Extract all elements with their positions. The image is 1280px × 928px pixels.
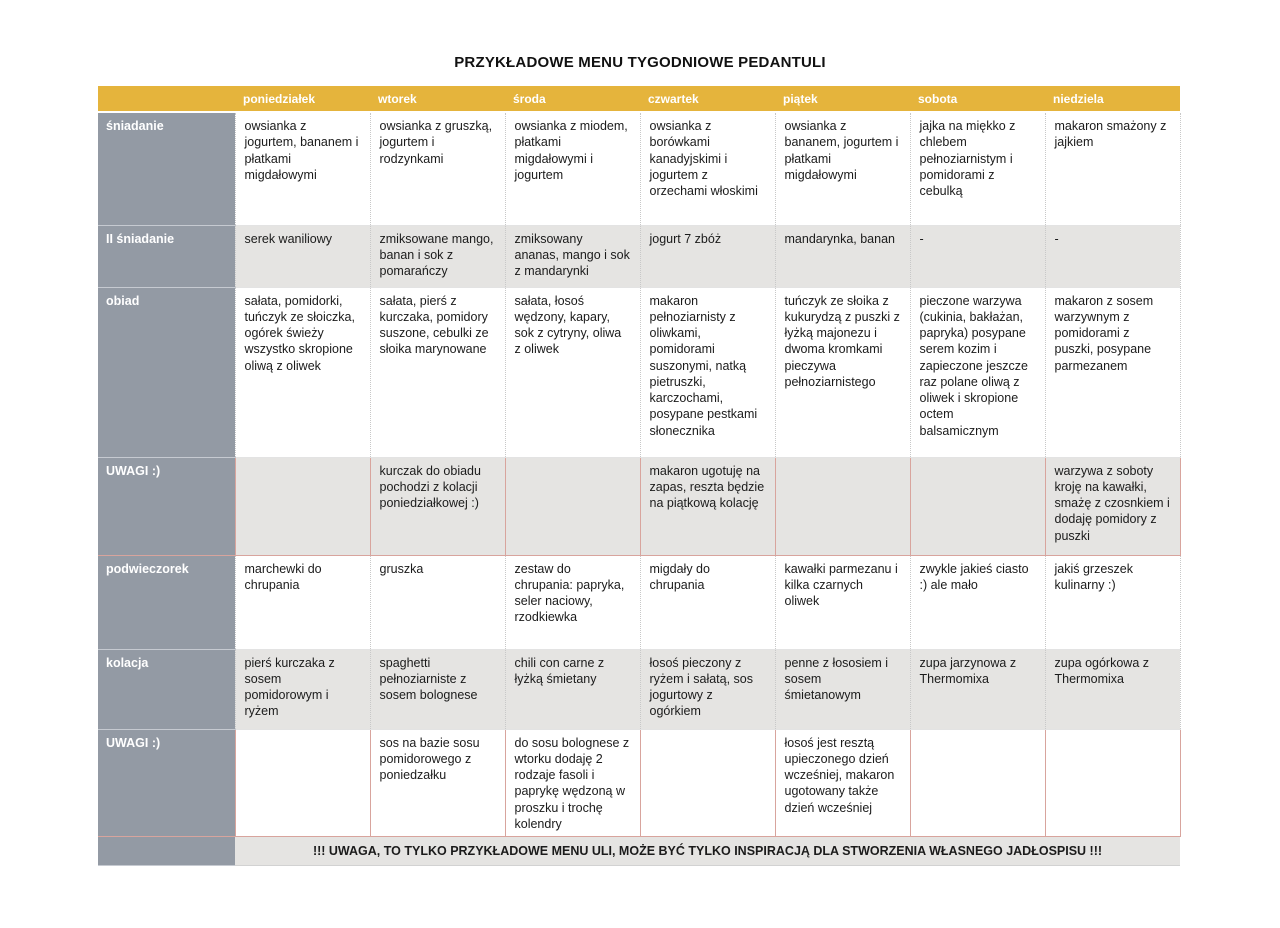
menu-cell: jogurt 7 zbóż — [640, 225, 775, 287]
row-label: kolacja — [98, 649, 235, 729]
menu-cell — [235, 729, 370, 837]
menu-cell: owsianka z miodem, płatkami migdałowymi i jogurtem — [505, 112, 640, 225]
menu-cell: jajka na miękko z chlebem pełnoziarnistym i pomidorami z cebulką — [910, 112, 1045, 225]
menu-cell: zmiksowane mango, banan i sok z pomarańczy — [370, 225, 505, 287]
menu-cell: gruszka — [370, 555, 505, 649]
menu-cell: sałata, pomidorki, tuńczyk ze słoiczka, ogórek świeży wszystko skropione oliwą z oliwek — [235, 287, 370, 457]
menu-cell: kawałki parmezanu i kilka czarnych oliwek — [775, 555, 910, 649]
menu-cell: sałata, łosoś wędzony, kapary, sok z cytryny, oliwa z oliwek — [505, 287, 640, 457]
menu-cell — [910, 457, 1045, 555]
menu-cell: pieczone warzywa (cukinia, bakłażan, papryka) posypane serem kozim i zapieczone jeszcze raz polane oliwą z oliwek i skropione octem balsamicznym — [910, 287, 1045, 457]
menu-cell: migdały do chrupania — [640, 555, 775, 649]
menu-cell: sałata, pierś z kurczaka, pomidory suszone, cebulki ze słoika marynowane — [370, 287, 505, 457]
column-header-6: sobota — [910, 86, 1045, 112]
menu-cell: zupa ogórkowa z Thermomixa — [1045, 649, 1180, 729]
menu-cell — [640, 729, 775, 837]
row-label: śniadanie — [98, 112, 235, 225]
menu-cell: zupa jarzynowa z Thermomixa — [910, 649, 1045, 729]
footer-note: !!! UWAGA, TO TYLKO PRZYKŁADOWE MENU ULI, MOŻE BYĆ TYLKO INSPIRACJĄ DLA STWORZENIA WŁASNEGO JADŁOSPISU !!! — [235, 837, 1180, 866]
table-row — [98, 457, 1180, 555]
column-header-2: wtorek — [370, 86, 505, 112]
column-header-4: czwartek — [640, 86, 775, 112]
column-header-5: piątek — [775, 86, 910, 112]
menu-cell: zestaw do chrupania: papryka, seler naciowy, rzodkiewka — [505, 555, 640, 649]
menu-cell: sos na bazie sosu pomidorowego z poniedzałku — [370, 729, 505, 837]
menu-cell: łosoś pieczony z ryżem i sałatą, sos jogurtowy z ogórkiem — [640, 649, 775, 729]
row-label: podwieczorek — [98, 555, 235, 649]
menu-cell: owsianka z gruszką, jogurtem i rodzynkami — [370, 112, 505, 225]
menu-cell — [1045, 729, 1180, 837]
weekly-menu-table — [98, 86, 1181, 866]
menu-cell: jakiś grzeszek kulinarny :) — [1045, 555, 1180, 649]
menu-cell: makaron pełnoziarnisty z oliwkami, pomidorami suszonymi, natką pietruszki, karczochami, posypane pestkami słonecznika — [640, 287, 775, 457]
menu-cell: chili con carne z łyżką śmietany — [505, 649, 640, 729]
footer-row — [98, 837, 1180, 866]
table-row — [98, 287, 1180, 457]
menu-cell: penne z łososiem i sosem śmietanowym — [775, 649, 910, 729]
menu-cell: łosoś jest resztą upieczonego dzień wcześniej, makaron ugotowany także dzień wcześniej — [775, 729, 910, 837]
menu-cell: spaghetti pełnoziarniste z sosem bolognese — [370, 649, 505, 729]
menu-cell — [910, 729, 1045, 837]
menu-cell: tuńczyk ze słoika z kukurydzą z puszki z łyżką majonezu i dwoma kromkami pieczywa pełnoziarnistego — [775, 287, 910, 457]
menu-cell: makaron z sosem warzywnym z pomidorami z puszki, posypane parmezanem — [1045, 287, 1180, 457]
menu-cell: marchewki do chrupania — [235, 555, 370, 649]
table-row — [98, 225, 1180, 287]
menu-cell: owsianka z bananem, jogurtem i płatkami migdałowymi — [775, 112, 910, 225]
menu-cell — [775, 457, 910, 555]
row-label: UWAGI :) — [98, 729, 235, 837]
menu-cell: mandarynka, banan — [775, 225, 910, 287]
menu-cell: owsianka z jogurtem, bananem i płatkami migdałowymi — [235, 112, 370, 225]
menu-cell: makaron smażony z jajkiem — [1045, 112, 1180, 225]
row-label: II śniadanie — [98, 225, 235, 287]
menu-body — [98, 112, 1180, 866]
row-label: obiad — [98, 287, 235, 457]
table-row — [98, 112, 1180, 225]
menu-cell: do sosu bolognese z wtorku dodaję 2 rodzaje fasoli i paprykę wędzoną w proszku i trochę kolendry — [505, 729, 640, 837]
page-title: PRZYKŁADOWE MENU TYGODNIOWE PEDANTULI — [454, 54, 826, 71]
table-row — [98, 555, 1180, 649]
table-row — [98, 649, 1180, 729]
menu-cell: - — [1045, 225, 1180, 287]
menu-cell — [505, 457, 640, 555]
table-row — [98, 729, 1180, 837]
menu-cell: pierś kurczaka z sosem pomidorowym i ryżem — [235, 649, 370, 729]
header-corner-cell — [98, 86, 235, 112]
menu-cell: zwykle jakieś ciasto :) ale mało — [910, 555, 1045, 649]
menu-cell: kurczak do obiadu pochodzi z kolacji poniedziałkowej :) — [370, 457, 505, 555]
menu-cell: owsianka z borówkami kanadyjskimi i jogurtem z orzechami włoskimi — [640, 112, 775, 225]
menu-cell — [235, 457, 370, 555]
menu-cell: makaron ugotuję na zapas, reszta będzie na piątkową kolację — [640, 457, 775, 555]
row-label: UWAGI :) — [98, 457, 235, 555]
column-header-7: niedziela — [1045, 86, 1180, 112]
menu-cell: zmiksowany ananas, mango i sok z mandarynki — [505, 225, 640, 287]
footer-label-cell — [98, 837, 235, 866]
column-header-3: środa — [505, 86, 640, 112]
column-header-1: poniedziałek — [235, 86, 370, 112]
menu-cell: warzywa z soboty kroję na kawałki, smażę z czosnkiem i dodaję pomidory z puszki — [1045, 457, 1180, 555]
menu-cell: - — [910, 225, 1045, 287]
menu-cell: serek waniliowy — [235, 225, 370, 287]
header-row — [98, 86, 1180, 112]
